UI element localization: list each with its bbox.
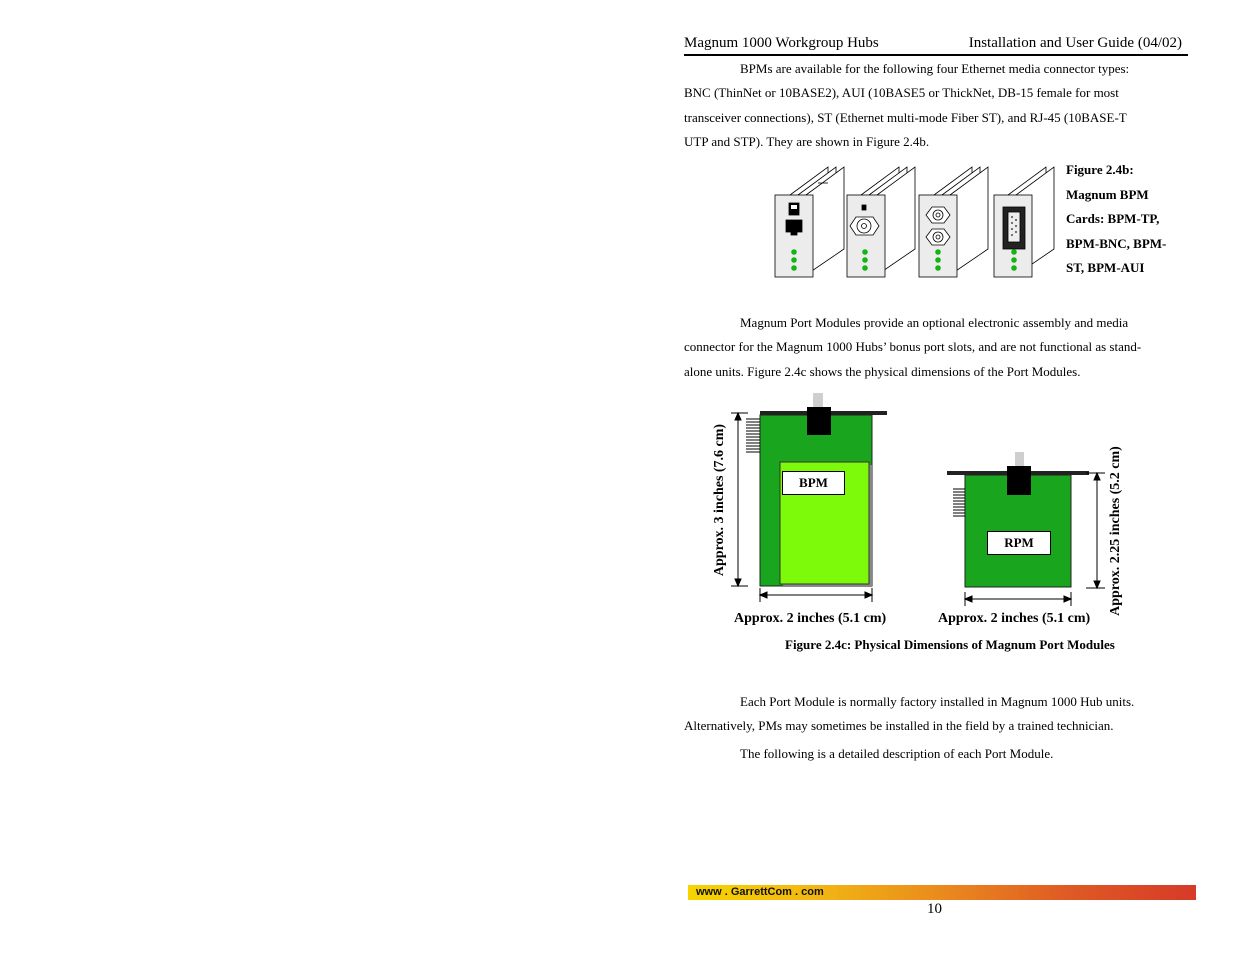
para1-line1: BPMs are available for the following four Ethernet media connector types: <box>740 61 1130 76</box>
bpm-width-label: Approx. 2 inches (5.1 cm) <box>734 611 887 626</box>
paragraph-bpm-types <box>684 57 1184 154</box>
paragraph-description <box>684 742 1184 766</box>
figure-2-4c-caption: Figure 2.4c: Physical Dimensions of Magnum Port Modules <box>785 637 1115 652</box>
page-number: 10 <box>927 901 942 917</box>
para1-line3: transceiver connections), ST (Ethernet multi-mode Fiber ST), and RJ-45 (10BASE-T <box>684 109 1127 125</box>
bpm-pins <box>746 419 760 452</box>
bpm-connector <box>807 407 831 435</box>
paragraph-port-modules <box>684 311 1188 384</box>
rpm-height-arrow <box>1086 473 1105 588</box>
rpm-width-label: Approx. 2 inches (5.1 cm) <box>938 611 1091 626</box>
footer-url: www . GarrettCom . com <box>696 886 824 898</box>
bpm-cards-figure <box>770 165 1060 280</box>
bpm-width-arrow <box>760 588 872 602</box>
bpm-st-card <box>919 167 988 277</box>
para2-line3: alone units. Figure 2.4c shows the physical dimensions of the Port Modules. <box>684 363 1081 379</box>
para1-line2: BNC (ThinNet or 10BASE2), AUI (10BASE5 or ThickNet, DB-15 female for most <box>684 85 1119 101</box>
para4-line1: The following is a detailed description of each Port Module. <box>740 746 1054 761</box>
bpm-label: BPM <box>782 471 845 495</box>
port-module-dimensions-figure <box>700 390 1140 610</box>
bpm-aui-card <box>994 167 1054 277</box>
footer-banner <box>688 885 1196 900</box>
header-title: Magnum 1000 Workgroup Hubs <box>684 35 879 51</box>
para2-line2: connector for the Magnum 1000 Hubs’ bonus port slots, and are not functional as stand- <box>684 339 1142 355</box>
bpm-connector-cable <box>813 393 823 407</box>
rpm-pins <box>953 489 965 516</box>
bpm-height-arrow <box>731 413 748 586</box>
bpm-bnc-card <box>847 167 915 277</box>
rpm-width-arrow <box>965 592 1071 606</box>
para2-line1: Magnum Port Modules provide an optional electronic assembly and media <box>740 315 1129 330</box>
header-guide: Installation and User Guide (04/02) <box>968 35 1182 51</box>
bpm-tp-card <box>775 167 844 277</box>
para3-line2: Alternatively, PMs may sometimes be installed in the field by a trained technician. <box>684 718 1114 734</box>
para3-line1: Each Port Module is normally factory installed in Magnum 1000 Hub units. <box>740 694 1135 709</box>
rpm-label: RPM <box>987 531 1051 555</box>
figure-2-4b-caption: Figure 2.4b: Magnum BPM Cards: BPM-TP, BPM-BNC, BPM- ST, BPM-AUI <box>1066 162 1167 275</box>
rpm-connector-cable <box>1015 452 1024 466</box>
rpm-connector <box>1007 466 1031 495</box>
paragraph-installation <box>684 690 1188 739</box>
rpm-height-label: Approx. 2.25 inches (5.2 cm) <box>1108 446 1123 616</box>
page-header <box>684 34 1188 56</box>
bpm-height-label: Approx. 3 inches (7.6 cm) <box>712 423 727 577</box>
para1-line4: UTP and STP). They are shown in Figure 2.4b. <box>684 133 930 149</box>
